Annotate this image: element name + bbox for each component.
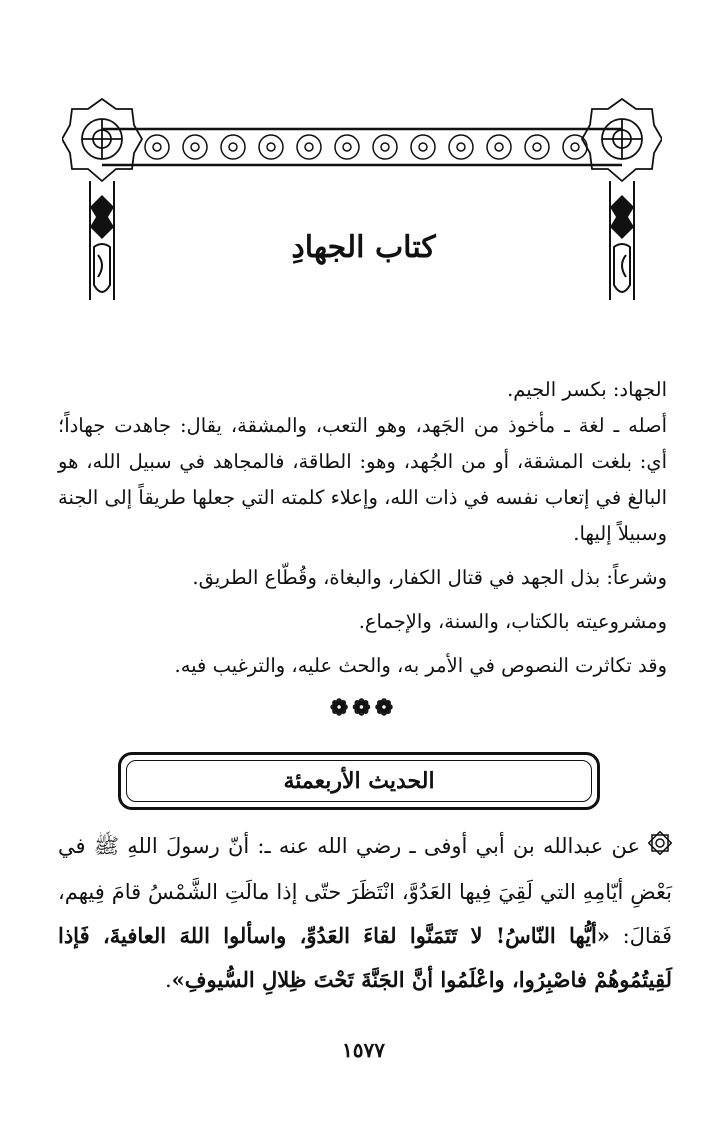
- hadith-ending: .: [164, 967, 172, 992]
- paragraph-texts: وقد تكاثرت النصوص في الأمر به، والحث عليه، والترغيب فيه.: [174, 654, 667, 677]
- hadith-narration: عن عبدالله بن أبي أوفى ـ رضي الله عنه ـ: أنّ رسولَ اللهِ ﷺ في بَعْضِ أيّامِهِ التي لَقِيَ فِيها العَدُوَّ، انْتَظَرَ حتّى إذا مالَتِ الشَّمْسُ قامَ فِيهم، فَقالَ:: [58, 834, 672, 948]
- intro-section: [58, 372, 667, 684]
- section-separator: ❁❁❁: [329, 695, 398, 721]
- paragraph-linguistic: أصله ـ لغة ـ مأخوذ من الجَهد، وهو التعب، والمشقة، يقال: جاهدت جهاداً؛ أي: بلغت المشقة، أو من الجُهد، وهو: الطاقة، فالمجاهد في سبيل الله، هو البالغ في إتعاب نفسه في ذات الله، وإعلاء كلمته التي جعلها طريقاً إلى الجنة وسبيلاً إليها.: [58, 414, 667, 545]
- paragraph-legal: وشرعاً: بذل الجهد في قتال الكفار، والبغاة، وقُطّاع الطريق.: [192, 566, 667, 589]
- hadith-quote: «أيُّها النّاسُ! لا تَتَمَنَّوا لقاءَ العَدُوِّ، واسألوا اللهَ العافيةَ، فَإذا لَقِيتُمُوهُمْ فاصْبِرُوا، واعْلَمُوا أنَّ الجَنَّةَ تَحْتَ ظِلالِ السُّيوفِ»: [58, 922, 672, 992]
- ornament-border-graphic: [62, 95, 662, 310]
- paragraph-legitimacy: ومشروعيته بالكتاب، والسنة، والإجماع.: [358, 610, 667, 633]
- right-corner-medallion: [582, 99, 662, 181]
- octagram-marker-icon: [648, 826, 672, 870]
- hadith-heading-box: [118, 752, 600, 810]
- ornamental-header-frame: [62, 95, 662, 310]
- left-corner-medallion: [62, 99, 142, 181]
- page-number: ١٥٧٧: [342, 1038, 385, 1062]
- rosette-row: [145, 135, 587, 159]
- definition-line: الجهاد: بكسر الجيم.: [507, 378, 667, 401]
- chapter-title: كتاب الجهادِ: [291, 230, 436, 265]
- hadith-heading-inner: [126, 760, 592, 802]
- hadith-heading: الحديث الأربعمئة: [283, 768, 435, 794]
- hadith-paragraph: [58, 824, 672, 1002]
- hadith-section: [58, 824, 672, 1002]
